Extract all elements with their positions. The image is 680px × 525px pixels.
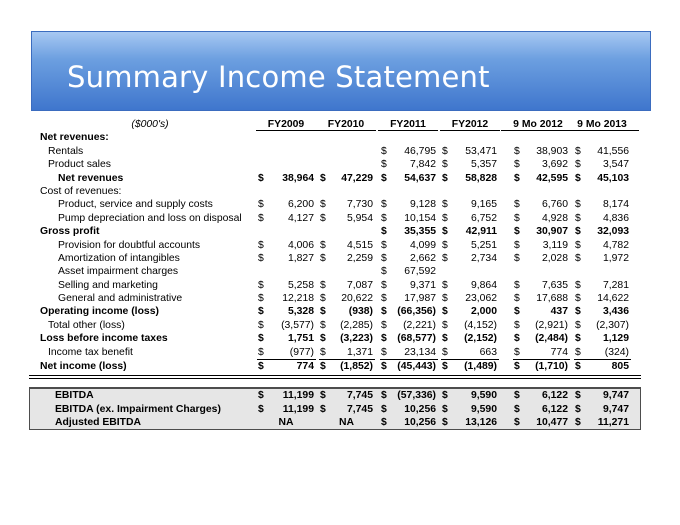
- currency-symbol: $: [442, 280, 448, 291]
- row-label: Loss before income taxes: [40, 333, 168, 344]
- currency-symbol: $: [381, 361, 387, 372]
- table-cell: 4,836: [602, 213, 629, 224]
- currency-symbol: $: [442, 333, 448, 344]
- currency-symbol: $: [381, 417, 387, 428]
- currency-symbol: $: [258, 361, 264, 372]
- currency-symbol: $: [442, 404, 448, 415]
- currency-symbol: $: [258, 306, 264, 317]
- table-cell: 9,371: [409, 280, 436, 291]
- table-cell: (3,223): [340, 333, 373, 344]
- currency-symbol: $: [381, 320, 387, 331]
- currency-symbol: $: [381, 199, 387, 210]
- currency-symbol: $: [442, 226, 448, 237]
- column-header: FY2012: [451, 119, 489, 130]
- table-cell: 12,218: [282, 293, 314, 304]
- table-cell: 14,622: [597, 293, 629, 304]
- currency-symbol: $: [442, 159, 448, 170]
- table-cell: 53,471: [465, 146, 497, 157]
- currency-symbol: $: [514, 226, 520, 237]
- table-cell: (2,152): [464, 333, 497, 344]
- currency-symbol: $: [381, 266, 387, 277]
- subtotal-underline: [257, 359, 316, 360]
- table-cell: 10,256: [404, 404, 436, 415]
- table-cell: (2,484): [535, 333, 568, 344]
- currency-symbol: $: [320, 306, 326, 317]
- table-cell: 805: [611, 361, 629, 372]
- table-cell: 9,165: [470, 199, 497, 210]
- table-cell: 774: [550, 347, 568, 358]
- table-cell: 2,662: [409, 253, 436, 264]
- currency-symbol: $: [381, 226, 387, 237]
- row-label: Rentals: [48, 146, 84, 157]
- row-label: Product, service and supply costs: [58, 199, 213, 210]
- currency-symbol: $: [381, 306, 387, 317]
- units-label: ($000's): [131, 119, 169, 130]
- row-label: Selling and marketing: [58, 280, 158, 291]
- currency-symbol: $: [514, 199, 520, 210]
- currency-symbol: $: [320, 390, 326, 401]
- table-cell: 10,256: [404, 417, 436, 428]
- currency-symbol: $: [575, 333, 581, 344]
- subtotal-underline: [380, 359, 438, 360]
- currency-symbol: $: [258, 347, 264, 358]
- table-cell: 7,745: [346, 390, 373, 401]
- table-cell: 67,592: [404, 266, 436, 277]
- title-banner: [31, 31, 651, 111]
- column-header-underline: [256, 130, 316, 131]
- currency-symbol: $: [258, 390, 264, 401]
- currency-symbol: $: [442, 146, 448, 157]
- currency-symbol: $: [514, 417, 520, 428]
- row-label: Income tax benefit: [48, 347, 133, 358]
- currency-symbol: $: [514, 240, 520, 251]
- table-cell: 3,692: [541, 159, 568, 170]
- row-label: Net income (loss): [40, 361, 127, 372]
- row-label: Amortization of intangibles: [58, 253, 180, 264]
- row-label: Cost of revenues:: [40, 186, 122, 197]
- currency-symbol: $: [381, 159, 387, 170]
- table-cell: 5,328: [287, 306, 314, 317]
- column-header-underline: [316, 130, 376, 131]
- currency-symbol: $: [575, 306, 581, 317]
- table-cell: 1,751: [287, 333, 314, 344]
- table-cell: 30,907: [536, 226, 568, 237]
- table-cell: 45,103: [597, 173, 629, 184]
- currency-symbol: $: [575, 240, 581, 251]
- table-cell: 2,259: [346, 253, 373, 264]
- currency-symbol: $: [514, 404, 520, 415]
- table-cell: (4,152): [464, 320, 497, 331]
- currency-symbol: $: [320, 333, 326, 344]
- currency-symbol: $: [514, 159, 520, 170]
- currency-symbol: $: [442, 306, 448, 317]
- table-cell: 10,154: [404, 213, 436, 224]
- currency-symbol: $: [442, 320, 448, 331]
- currency-symbol: $: [575, 253, 581, 264]
- table-cell: 4,515: [346, 240, 373, 251]
- currency-symbol: $: [575, 293, 581, 304]
- row-label: General and administrative: [58, 293, 183, 304]
- currency-symbol: $: [442, 213, 448, 224]
- currency-symbol: $: [575, 213, 581, 224]
- currency-symbol: $: [442, 417, 448, 428]
- row-label: EBITDA: [55, 390, 94, 401]
- table-cell: 2,000: [470, 306, 497, 317]
- table-cell: (57,336): [397, 390, 436, 401]
- table-cell: 10,477: [536, 417, 568, 428]
- currency-symbol: $: [442, 361, 448, 372]
- currency-symbol: $: [320, 361, 326, 372]
- table-cell: NA: [338, 417, 354, 428]
- currency-symbol: $: [575, 146, 581, 157]
- subtotal-underline: [319, 359, 375, 360]
- currency-symbol: $: [258, 333, 264, 344]
- table-cell: 6,122: [541, 404, 568, 415]
- currency-symbol: $: [258, 213, 264, 224]
- table-cell: 4,127: [287, 213, 314, 224]
- table-cell: 23,062: [465, 293, 497, 304]
- column-header-underline: [501, 130, 575, 131]
- currency-symbol: $: [442, 347, 448, 358]
- currency-symbol: $: [258, 199, 264, 210]
- table-cell: (1,710): [535, 361, 568, 372]
- column-header: FY2011: [390, 119, 426, 130]
- table-cell: 9,590: [470, 404, 497, 415]
- currency-symbol: $: [320, 213, 326, 224]
- currency-symbol: $: [381, 253, 387, 264]
- table-cell: 17,987: [404, 293, 436, 304]
- currency-symbol: $: [258, 173, 264, 184]
- table-cell: 54,637: [404, 173, 436, 184]
- table-cell: 9,747: [602, 404, 629, 415]
- table-cell: 5,258: [287, 280, 314, 291]
- row-label: Adjusted EBITDA: [55, 417, 142, 428]
- column-header-underline: [440, 130, 500, 131]
- table-cell: 9,128: [409, 199, 436, 210]
- table-cell: 3,436: [602, 306, 629, 317]
- currency-symbol: $: [514, 146, 520, 157]
- currency-symbol: $: [258, 293, 264, 304]
- currency-symbol: $: [575, 390, 581, 401]
- table-cell: 17,688: [536, 293, 568, 304]
- currency-symbol: $: [575, 347, 581, 358]
- row-label: EBITDA (ex. Impairment Charges): [55, 404, 221, 415]
- row-label: Provision for doubtful accounts: [58, 240, 201, 251]
- currency-symbol: $: [514, 361, 520, 372]
- table-cell: (3,577): [281, 320, 314, 331]
- currency-symbol: $: [442, 390, 448, 401]
- table-cell: 437: [550, 306, 568, 317]
- currency-symbol: $: [320, 320, 326, 331]
- currency-symbol: $: [442, 293, 448, 304]
- table-cell: 7,281: [602, 280, 629, 291]
- table-cell: (2,221): [403, 320, 436, 331]
- table-cell: 5,251: [470, 240, 497, 251]
- table-cell: 7,745: [346, 404, 373, 415]
- row-label: Total other (loss): [48, 320, 125, 331]
- currency-symbol: $: [514, 347, 520, 358]
- currency-symbol: $: [442, 199, 448, 210]
- table-cell: 7,635: [541, 280, 568, 291]
- currency-symbol: $: [575, 417, 581, 428]
- currency-symbol: $: [258, 240, 264, 251]
- currency-symbol: $: [258, 320, 264, 331]
- table-cell: 9,747: [602, 390, 629, 401]
- table-cell: 4,928: [541, 213, 568, 224]
- table-cell: (68,577): [397, 333, 436, 344]
- column-header: 9 Mo 2013: [577, 119, 627, 130]
- table-cell: 663: [479, 347, 497, 358]
- total-double-underline: [29, 378, 641, 379]
- row-label: Gross profit: [40, 226, 100, 237]
- currency-symbol: $: [381, 146, 387, 157]
- table-cell: 2,028: [541, 253, 568, 264]
- table-cell: 4,782: [602, 240, 629, 251]
- table-cell: 7,087: [346, 280, 373, 291]
- currency-symbol: $: [575, 361, 581, 372]
- table-cell: 7,842: [409, 159, 436, 170]
- table-cell: (66,356): [397, 306, 436, 317]
- table-cell: 47,229: [341, 173, 373, 184]
- table-cell: (977): [289, 347, 314, 358]
- table-cell: 3,547: [602, 159, 629, 170]
- table-cell: 23,134: [404, 347, 436, 358]
- table-cell: 1,371: [346, 347, 373, 358]
- currency-symbol: $: [381, 173, 387, 184]
- table-cell: (2,921): [535, 320, 568, 331]
- table-cell: 6,752: [470, 213, 497, 224]
- currency-symbol: $: [514, 280, 520, 291]
- row-label: Product sales: [48, 159, 111, 170]
- table-cell: 6,122: [541, 390, 568, 401]
- currency-symbol: $: [320, 347, 326, 358]
- table-cell: 58,828: [465, 173, 497, 184]
- currency-symbol: $: [575, 199, 581, 210]
- currency-symbol: $: [320, 404, 326, 415]
- currency-symbol: $: [514, 173, 520, 184]
- currency-symbol: $: [442, 240, 448, 251]
- table-cell: 774: [296, 361, 314, 372]
- column-header: FY2009: [267, 119, 305, 130]
- row-label: Operating income (loss): [40, 306, 159, 317]
- table-cell: 4,099: [409, 240, 436, 251]
- currency-symbol: $: [258, 253, 264, 264]
- currency-symbol: $: [575, 320, 581, 331]
- page-title: Summary Income Statement: [67, 60, 490, 94]
- table-cell: (1,489): [464, 361, 497, 372]
- currency-symbol: $: [514, 253, 520, 264]
- table-cell: (45,443): [397, 361, 436, 372]
- currency-symbol: $: [514, 213, 520, 224]
- column-header-underline: [565, 130, 639, 131]
- table-cell: 6,200: [287, 199, 314, 210]
- row-label: Net revenues: [58, 173, 124, 184]
- row-label: Net revenues:: [40, 132, 109, 143]
- table-cell: 1,129: [602, 333, 629, 344]
- table-cell: 38,903: [536, 146, 568, 157]
- row-label: Pump depreciation and loss on disposal: [58, 213, 242, 224]
- table-cell: 20,622: [341, 293, 373, 304]
- currency-symbol: $: [320, 293, 326, 304]
- subtotal-underline: [574, 359, 631, 360]
- table-cell: 4,006: [287, 240, 314, 251]
- currency-symbol: $: [320, 240, 326, 251]
- currency-symbol: $: [320, 280, 326, 291]
- currency-symbol: $: [514, 306, 520, 317]
- currency-symbol: $: [514, 390, 520, 401]
- table-cell: 9,590: [470, 390, 497, 401]
- currency-symbol: $: [381, 280, 387, 291]
- currency-symbol: $: [381, 347, 387, 358]
- table-cell: 11,199: [282, 404, 314, 415]
- currency-symbol: $: [381, 293, 387, 304]
- column-header-underline: [378, 130, 438, 131]
- table-cell: 32,093: [597, 226, 629, 237]
- table-cell: 11,199: [282, 390, 314, 401]
- currency-symbol: $: [381, 213, 387, 224]
- table-cell: 11,271: [597, 417, 629, 428]
- table-cell: 7,730: [346, 199, 373, 210]
- table-cell: 38,964: [282, 173, 314, 184]
- currency-symbol: $: [320, 173, 326, 184]
- table-cell: 5,954: [346, 213, 373, 224]
- currency-symbol: $: [575, 173, 581, 184]
- currency-symbol: $: [575, 226, 581, 237]
- column-header: 9 Mo 2012: [513, 119, 563, 130]
- currency-symbol: $: [381, 390, 387, 401]
- currency-symbol: $: [514, 293, 520, 304]
- row-label: Asset impairment charges: [58, 266, 179, 277]
- table-cell: 3,119: [542, 240, 568, 251]
- currency-symbol: $: [381, 333, 387, 344]
- table-cell: 42,595: [536, 173, 568, 184]
- currency-symbol: $: [575, 280, 581, 291]
- table-cell: 35,355: [404, 226, 436, 237]
- currency-symbol: $: [258, 404, 264, 415]
- table-cell: 8,174: [602, 199, 629, 210]
- subtotal-underline: [441, 359, 499, 360]
- table-cell: 9,864: [470, 280, 497, 291]
- table-cell: 1,827: [287, 253, 314, 264]
- table-cell: 13,126: [465, 417, 497, 428]
- table-cell: 42,911: [465, 226, 497, 237]
- table-cell: (1,852): [340, 361, 373, 372]
- total-double-underline: [29, 375, 641, 376]
- table-cell: 46,795: [404, 146, 436, 157]
- currency-symbol: $: [381, 404, 387, 415]
- subtotal-underline: [513, 359, 570, 360]
- table-cell: (938): [348, 306, 373, 317]
- table-cell: 6,760: [541, 199, 568, 210]
- currency-symbol: $: [442, 253, 448, 264]
- table-cell: 1,972: [602, 253, 629, 264]
- currency-symbol: $: [514, 333, 520, 344]
- table-cell: NA: [278, 417, 294, 428]
- table-cell: 41,556: [597, 146, 629, 157]
- currency-symbol: $: [575, 159, 581, 170]
- column-header: FY2010: [327, 119, 365, 130]
- currency-symbol: $: [442, 173, 448, 184]
- currency-symbol: $: [320, 199, 326, 210]
- currency-symbol: $: [514, 320, 520, 331]
- currency-symbol: $: [320, 253, 326, 264]
- currency-symbol: $: [258, 280, 264, 291]
- currency-symbol: $: [381, 240, 387, 251]
- table-cell: 5,357: [470, 159, 497, 170]
- table-cell: (2,307): [596, 320, 629, 331]
- table-cell: (324): [604, 347, 629, 358]
- currency-symbol: $: [575, 404, 581, 415]
- table-cell: 2,734: [470, 253, 497, 264]
- table-cell: (2,285): [340, 320, 373, 331]
